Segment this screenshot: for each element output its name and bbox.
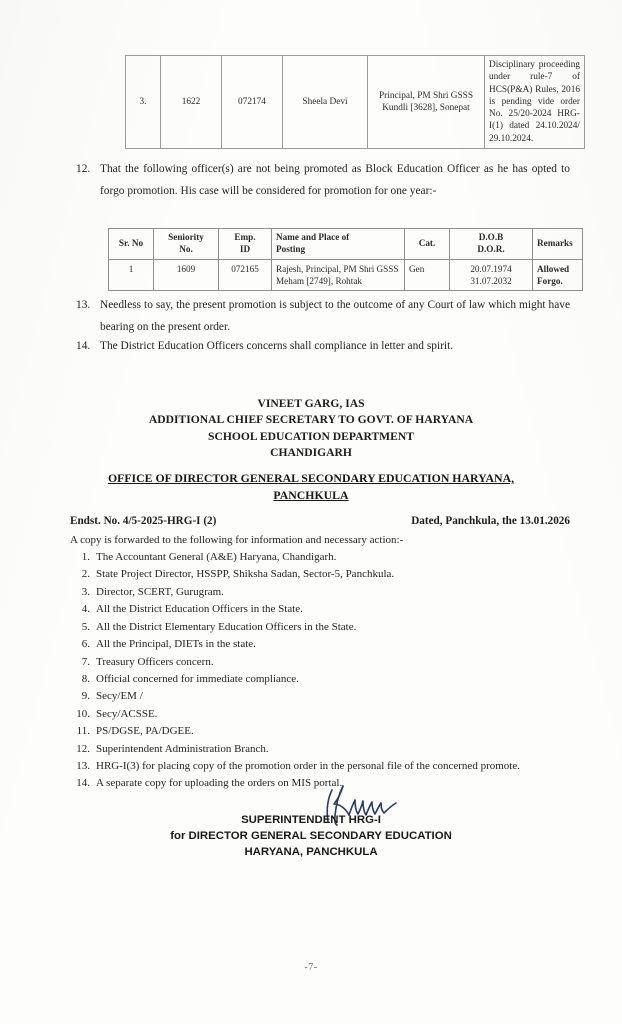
list-item-number: 4.	[81, 603, 90, 616]
list-item-text: Director, SCERT, Gurugram.	[96, 585, 224, 598]
continuation-table	[125, 55, 585, 149]
signatory-designation: ADDITIONAL CHIEF SECRETARY TO GOVT. OF HARYANA	[148, 413, 474, 427]
list-item-text: HRG-I(3) for placing copy of the promotion order in the personal file of the concerned promote.	[96, 760, 520, 773]
clause-14	[62, 336, 570, 358]
cell-name: Sheela Devi	[283, 56, 368, 149]
list-item-number: 11.	[76, 725, 90, 738]
cell-cat: Gen	[405, 259, 450, 290]
header-sr-no: Sr. No	[109, 229, 154, 260]
header-seniority-line2: No.	[179, 243, 193, 254]
list-item	[70, 758, 570, 775]
list-item-text: All the District Education Officers in the State.	[96, 603, 303, 616]
list-item	[70, 671, 570, 688]
signatory-name: VINEET GARG, IAS	[257, 397, 365, 410]
list-item	[70, 549, 570, 566]
list-item-number: 12.	[76, 742, 90, 755]
cell-dob: 20.07.1974	[470, 263, 512, 274]
list-item	[70, 741, 570, 758]
list-item-text: All the Principal, DIETs in the state.	[96, 638, 256, 651]
header-seniority	[154, 229, 219, 260]
list-item	[70, 723, 570, 740]
list-item-number: 1.	[81, 551, 90, 563]
list-item-text: State Project Director, HSSPP, Shiksha Sadan, Sector-5, Panchkula.	[96, 568, 395, 581]
header-dob-dor	[450, 229, 533, 260]
cell-remarks-line1: Allowed	[537, 263, 570, 274]
list-item-text: PS/DGSE, PA/DGEE.	[96, 725, 194, 738]
header-cat: Cat.	[405, 229, 450, 260]
list-item-number: 2.	[81, 568, 90, 581]
header-name-place-line1: Name and Place of	[276, 232, 350, 242]
cell-emp-id: 072174	[222, 56, 283, 149]
list-item-text: Treasury Officers concern.	[96, 655, 214, 668]
list-item	[70, 566, 570, 583]
signatory-department: SCHOOL EDUCATION DEPARTMENT	[208, 429, 414, 443]
forgo-table	[108, 228, 583, 291]
cell-remarks	[533, 259, 583, 290]
signatory-block-bottom	[0, 812, 622, 861]
clause-12-number: 12.	[76, 163, 91, 175]
clause-14-text: The District Education Officers concerns shall compliance in letter and spirit.	[100, 340, 454, 352]
continuation-table-grid	[125, 55, 585, 149]
endorsement-date: Dated, Panchkula, the 13.01.2026	[411, 515, 570, 527]
list-item-text: Secy/EM /	[96, 690, 143, 703]
cell-sr-no: 1	[109, 259, 154, 290]
list-item-number: 3.	[81, 585, 90, 598]
list-item-number: 7.	[81, 655, 90, 668]
table-header-row	[109, 229, 583, 260]
table-row	[109, 259, 583, 290]
header-emp-id	[219, 229, 272, 260]
list-item-number: 5.	[81, 620, 90, 633]
signatory-bottom-line2: for DIRECTOR GENERAL SECONDARY EDUCATION	[170, 830, 452, 843]
list-item	[70, 688, 570, 705]
signatory-location: CHANDIGARH	[270, 446, 352, 460]
list-item-text: All the District Elementary Education Officers in the State.	[96, 620, 357, 633]
header-emp-id-line2: ID	[239, 243, 251, 254]
list-item-number: 10.	[76, 707, 90, 720]
list-item-number: 13.	[76, 760, 90, 773]
list-item	[70, 619, 570, 636]
list-item	[70, 775, 570, 792]
clause-13-number: 13.	[76, 299, 91, 311]
clause-13-text: Needless to say, the present promotion is subject to the outcome of any Court of law which might have bearing on the present order.	[100, 299, 570, 333]
header-name-place	[272, 229, 405, 260]
header-emp-id-line1: Emp.	[234, 232, 256, 242]
clause-12-text: That the following officer(s) are not being promoted as Block Education Officer as he has opted to forgo promotion. His case will be considered for promotion for one year:-	[100, 163, 570, 197]
distribution-list	[70, 549, 570, 793]
header-seniority-line1: Seniority	[168, 232, 204, 242]
cell-posting: Principal, PM Shri GSSS Kundli [3628], Sonepat	[368, 56, 485, 149]
list-item	[70, 584, 570, 601]
clause-13	[62, 295, 570, 339]
header-dob-line1: D.O.B	[478, 232, 504, 242]
forgo-table-grid	[108, 228, 583, 291]
office-heading-line1: OFFICE OF DIRECTOR GENERAL SECONDARY EDUCATION HARYANA,	[107, 471, 515, 485]
cell-dob-dor	[450, 259, 533, 290]
list-item-text: Superintendent Administration Branch.	[96, 742, 269, 755]
cell-seniority: 1622	[161, 56, 222, 149]
list-item-text: A separate copy for uploading the orders on MIS portal.	[96, 777, 343, 790]
header-remarks: Remarks	[533, 229, 583, 260]
list-item-text: The Accountant General (A&E) Haryana, Chandigarh.	[96, 551, 337, 563]
list-item	[70, 636, 570, 653]
clause-12	[62, 159, 570, 203]
list-item-number: 14.	[76, 777, 90, 790]
endorsement-number: Endst. No. 4/5-2025-HRG-I (2)	[70, 515, 217, 527]
list-item-number: 9.	[81, 690, 90, 703]
endorsement-line	[70, 515, 570, 527]
cell-remarks-line2: Forgo.	[537, 276, 563, 287]
cell-name-place: Rajesh, Principal, PM Shri GSSS Meham [2749], Rohtak	[272, 259, 405, 290]
signatory-bottom-line3: HARYANA, PANCHKULA	[244, 846, 378, 859]
list-item-text: Secy/ACSSE.	[96, 707, 158, 720]
header-dob-line2: D.O.R.	[477, 243, 505, 254]
cell-seniority: 1609	[154, 259, 219, 290]
signatory-block-top	[0, 396, 622, 462]
list-item	[70, 654, 570, 671]
cell-emp-id: 072165	[219, 259, 272, 290]
copy-forwarded-line: A copy is forwarded to the following for information and necessary action:-	[70, 534, 404, 546]
cell-dor: 31.07.2032	[470, 276, 512, 287]
list-item	[70, 601, 570, 618]
list-item	[70, 706, 570, 723]
list-item-text: Official concerned for immediate compliance.	[96, 672, 299, 685]
page-footer: -7-	[304, 962, 318, 973]
cell-sr-no: 3.	[126, 56, 161, 149]
office-heading	[0, 470, 622, 504]
list-item-number: 6.	[81, 638, 90, 651]
signatory-bottom-line1: SUPERINTENDENT HRG-I	[241, 814, 381, 826]
office-heading-line2-wrap	[0, 487, 622, 504]
clause-14-number: 14.	[76, 340, 91, 352]
list-item-number: 8.	[81, 672, 90, 685]
cell-remarks: Disciplinary proceeding under rule-7 of HCS(P&A) Rules, 2016 is pending vide order No. 25/20-2024 HRG-I(1) dated 24.10.2024/ 29.10.2024.	[485, 56, 585, 149]
table-row	[126, 56, 585, 149]
header-name-place-line2: Posting	[276, 243, 306, 254]
office-heading-line2: PANCHKULA	[273, 488, 349, 503]
office-heading-line1-wrap	[0, 470, 622, 487]
